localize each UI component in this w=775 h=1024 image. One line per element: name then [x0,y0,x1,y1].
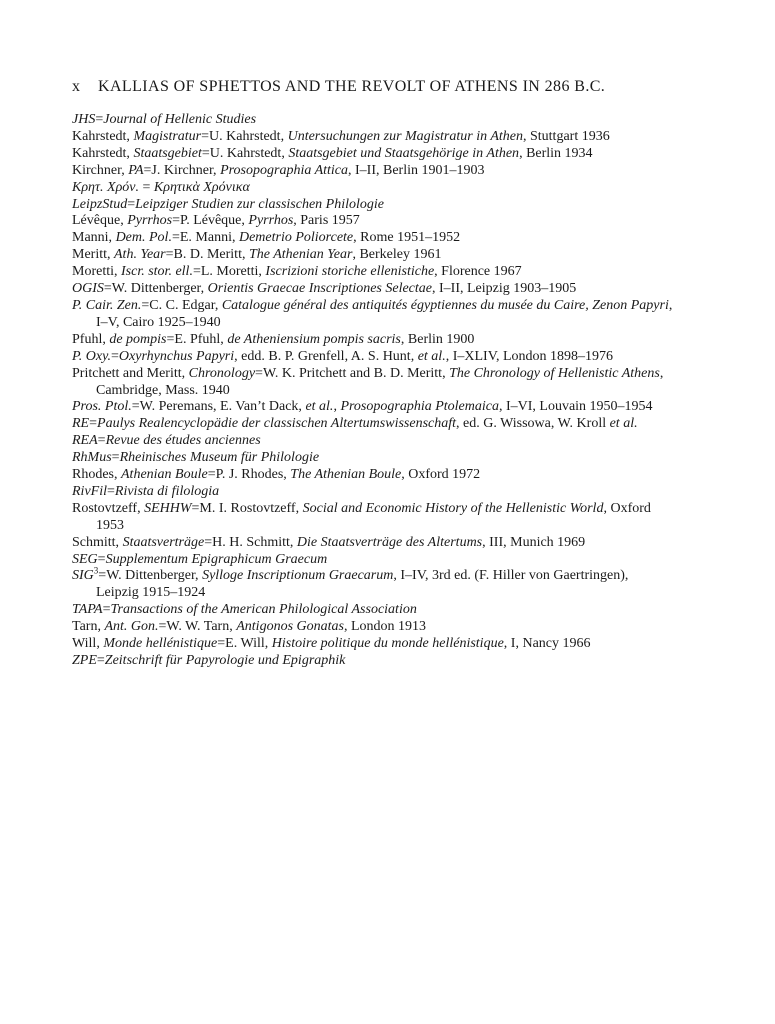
entry-publication: , I–IV, 3rd ed. (F. Hiller von Gaertringen), Leipzig 1915–1924 [96,568,629,601]
abbreviation-entry-rea: REA=Revue des études anciennes [72,433,261,449]
entry-publication: , [333,399,341,415]
entry-abbreviation: de pompis [109,331,167,347]
entry-title: Staatsgebiet und Staatsgehörige in Athen [288,145,520,161]
entry-title: Social and Economic History of the Hellenistic World [302,500,604,516]
entry-author-short: Manni, [72,230,116,246]
entry-author: M. I. Rostovtzeff, [199,500,303,516]
entry-publication: , London 1913 [343,619,427,635]
entry-abbreviation: Magistratur [133,128,202,144]
abbreviations-list [72,112,708,670]
entry-publication: , I, Nancy 1966 [503,636,591,652]
entry-author: H. H. Schmitt, [212,534,297,550]
entry-publication: , Oxford 1972 [401,467,481,483]
entry-publication: , I–II, Leipzig 1903–1905 [432,281,577,297]
entry-title: Rheinisches Museum für Philologie [119,450,320,466]
entry-publication: , Oxford 1953 [96,500,651,533]
entry-publication-italic: Prosopographia Ptolemaica [340,399,499,415]
entry-title: Supplementum Epigraphicum Graecum [105,551,328,567]
entry-author: W. W. Tarn, [166,619,237,635]
abbreviation-entry-manni-dem-pol: Manni, Dem. Pol.=E. Manni, Demetrio Poliorcete, Rome 1951–1952 [72,230,461,246]
entry-abbreviation: RivFil [72,483,107,499]
abbreviation-entry-rivfil: RivFil=Rivista di filologia [72,483,220,499]
entry-author: P. J. Rhodes, [215,467,291,483]
entry-publication: , Paris 1957 [293,213,360,229]
entry-author: C. C. Edgar, [149,297,222,313]
entry-title: Sylloge Inscriptionum Graecarum [202,568,394,584]
entry-title: Zeitschrift für Papyrologie und Epigraphik [104,653,346,668]
entry-publication: , Florence 1967 [434,264,522,280]
abbreviation-entry-p-oxy: P. Oxy.=Oxyrhynchus Papyri, edd. B. P. Grenfell, A. S. Hunt, et al., I–XLIV, London 1898–1976 [72,348,614,364]
entry-title: Untersuchungen zur Magistratur in Athen [287,128,523,144]
entry-abbreviation: Ant. Gon. [104,619,159,635]
entry-abbreviation: SEG [72,551,98,567]
entry-abbreviation: SIG [72,568,94,584]
abbreviation-entry-kret-chron: Κρητ. Χρόν. = Κρητικὰ Χρόνικα [72,179,250,195]
entry-abbreviation: ZPE [72,653,97,668]
abbreviation-entry-seg: SEG=Supplementum Epigraphicum Graecum [72,551,328,567]
entry-author-short: Kahrstedt, [72,128,134,144]
entry-author: W. K. Pritchett and B. D. Meritt, [262,365,450,381]
entry-publication: , Rome 1951–1952 [353,230,461,246]
entry-title: Oxyrhynchus Papyri [118,348,235,364]
entry-title: et al. [305,399,334,415]
entry-abbreviation: LeipzStud [72,196,128,212]
entry-title: de Atheniensium pompis sacris [227,331,401,347]
abbreviation-entry-leipzstud: LeipzStud=Leipziger Studien zur classischen Philologie [72,196,385,212]
entry-publication: , edd. B. P. Grenfell, A. S. Hunt, [234,348,418,364]
entry-abbreviation: P. Cair. Zen. [72,297,142,313]
entry-publication: , Stuttgart 1936 [522,128,610,144]
entry-abbreviation: SEHHW [144,500,192,516]
entry-author-short: Meritt, [72,247,114,263]
entry-author-short: Rostovtzeff, [72,500,145,516]
entry-title: Iscrizioni storiche ellenistiche [265,264,435,280]
entry-title: The Chronology of Hellenistic Athens [449,365,660,381]
entry-abbreviation: PA [128,162,144,178]
abbreviation-entry-kahrstedt-staatsgebiet: Kahrstedt, Staatsgebiet=U. Kahrstedt, Staatsgebiet und Staatsgehörige in Athen, Berlin 1934 [72,145,593,161]
abbreviation-entry-schmitt-staatsvertraege: Schmitt, Staatsverträge=H. H. Schmitt, Die Staatsverträge des Altertums, III, Munich 1969 [72,534,586,550]
entry-author: P. Lévêque, [179,213,249,229]
abbreviation-entry-p-cair-zen: P. Cair. Zen.=C. C. Edgar, Catalogue général des antiquités égyptiennes du musée du Caire, Zenon Papyri, I–V, Cairo 1925–1940 [72,297,673,330]
entry-title: Journal of Hellenic Studies [103,112,257,127]
entry-title: Rivista di filologia [114,483,220,499]
entry-author-short: Tarn, [72,619,105,635]
entry-author-short: Lévêque, [72,213,128,229]
entry-publication: , I–V, Cairo 1925–1940 [96,297,673,330]
entry-abbreviation: OGIS [72,281,104,297]
entry-abbreviation: RhMus [72,450,112,466]
abbreviation-entry-tapa: TAPA=Transactions of the American Philological Association [72,602,417,618]
abbreviation-entry-kahrstedt-magistratur: Kahrstedt, Magistratur=U. Kahrstedt, Untersuchungen zur Magistratur in Athen, Stuttgart 1936 [72,128,610,144]
entry-publication: , III, Munich 1969 [482,534,586,550]
entry-title: Histoire politique du monde hellénistique [271,636,504,652]
abbreviation-entry-sig3: $SIG^3=W$. Dittenberger, Sylloge Inscriptionum Graecarum, I–IV, 3rd ed. (F. Hiller von Gaertringen), Leipzig 1915–1924 [72,565,629,601]
entry-abbreviation: Staatsgebiet [133,145,202,161]
entry-publication-rest: , I–XLIV, London 1898–1976 [445,348,614,364]
entry-title: Paulys Realencyclopädie der classischen Altertumswissenschaft [97,416,457,432]
entry-title: Demetrio Poliorcete [238,230,354,246]
abbreviation-entry-rhodes-boule: Rhodes, Athenian Boule=P. J. Rhodes, The Athenian Boule, Oxford 1972 [72,467,481,483]
entry-author: U. Kahrstedt, [209,128,288,144]
entry-abbreviation: Ath. Year [114,247,166,263]
entry-author-short: Pritchett and Meritt, [72,365,189,381]
abbreviation-entry-leveque-pyrrhos: Lévêque, Pyrrhos=P. Lévêque, Pyrrhos, Paris 1957 [72,213,360,229]
entry-abbreviation: Chronology [188,365,256,381]
entry-author: J. Kirchner, [151,162,221,178]
entry-abbreviation: Κρητ. Χρόν. [72,179,143,195]
abbreviation-entry-jhs: JHS=Journal of Hellenic Studies [72,112,257,127]
entry-abbreviation: Dem. Pol. [115,230,172,246]
entry-publication: , Berlin 1934 [519,145,593,161]
entry-title: Transactions of the American Philological Association [110,602,417,618]
entry-author-short: Will, [72,636,104,652]
entry-abbreviation: JHS [72,112,96,127]
entry-abbreviation: Pros. Ptol. [72,399,132,415]
entry-publication-italic: et al. [417,348,446,364]
running-title: KALLIAS OF SPHETTOS AND THE REVOLT OF ATHENS IN 286 B.C. [98,78,606,95]
entry-author-short: Kahrstedt, [72,145,134,161]
abbreviation-entry-zpe: ZPE=Zeitschrift für Papyrologie und Epigraphik [72,653,346,668]
abbreviation-entry-rhmus: RhMus=Rheinisches Museum für Philologie [72,450,320,466]
entry-abbreviation: P. Oxy. [72,348,112,364]
abbreviation-entry-pros-ptol: Pros. Ptol.=W. Peremans, E. Van’t Dack, et al., Prosopographia Ptolemaica, I–VI, Louvain 1950–1954 [72,399,653,415]
entry-publication: , Cambridge, Mass. 1940 [96,365,664,398]
entry-abbreviation: Monde hellénistique [103,636,218,652]
abbreviation-entry-pritchett-meritt: Pritchett and Meritt, Chronology=W. K. Pritchett and B. D. Meritt, The Chronology of Hellenistic Athens, Cambridge, Mass. 1940 [72,365,664,398]
entry-abbreviation: Staatsverträge [122,534,205,550]
entry-publication: , Berkeley 1961 [352,247,442,263]
entry-author-short: Kirchner, [72,162,129,178]
entry-author-short: Moretti, [72,264,121,280]
entry-title: Die Staatsverträge des Altertums [296,534,483,550]
entry-publication-italic: et al. [609,416,638,432]
abbreviation-entry-meritt-ath-year: Meritt, Ath. Year=B. D. Meritt, The Athenian Year, Berkeley 1961 [72,247,442,263]
entry-title: The Athenian Boule [290,467,402,483]
entry-abbreviation: Athenian Boule [121,467,208,483]
abbreviation-entry-tarn-ant-gon: Tarn, Ant. Gon.=W. W. Tarn, Antigonos Gonatas, London 1913 [72,619,427,635]
entry-abbreviation: TAPA [72,602,103,618]
entry-title: Catalogue général des antiquités égyptiennes du musée du Caire, Zenon Papyri [221,297,669,313]
entry-abbreviation-superscript: 3 [93,565,99,576]
abbreviation-entry-will-monde: Will, Monde hellénistique=E. Will, Histoire politique du monde hellénistique, I, Nancy 1966 [72,636,591,652]
entry-author-short: Pfuhl, [72,331,110,347]
entry-title: Pyrrhos [248,213,294,229]
abbreviation-entry-rostovtzeff-sehhw: Rostovtzeff, SEHHW=M. I. Rostovtzeff, Social and Economic History of the Hellenistic World, Oxford 1953 [72,500,651,533]
abbreviation-entry-kirchner-pa: Kirchner, PA=J. Kirchner, Prosopographia Attica, I–II, Berlin 1901–1903 [72,162,485,178]
entry-title: Κρητικὰ Χρόνικα [150,179,250,195]
entry-author: W. Dittenberger, [106,568,203,584]
entry-title: Prosopographia Attica [220,162,349,178]
page-number: x [72,78,81,95]
abbreviation-entry-re: RE=Paulys Realencyclopädie der classischen Altertumswissenschaft, ed. G. Wissowa, W. Kroll et al. [72,416,638,432]
entry-abbreviation: REA [72,433,98,449]
entry-abbreviation: RE [72,416,90,432]
entry-author: L. Moretti, [200,264,266,280]
entry-author: E. Manni, [179,230,239,246]
entry-publication-rest: , I–VI, Louvain 1950–1954 [498,399,653,415]
entry-author: W. Peremans, E. Van’t Dack, [139,399,306,415]
entry-author: E. Pfuhl, [174,331,228,347]
abbreviation-entry-pfuhl-de-pompis: Pfuhl, de pompis=E. Pfuhl, de Atheniensium pompis sacris, Berlin 1900 [72,331,475,347]
entry-author-short: Schmitt, [72,534,123,550]
entry-title: Revue des études anciennes [105,433,261,449]
abbreviation-entry-moretti-iscr: Moretti, Iscr. stor. ell.=L. Moretti, Iscrizioni storiche ellenistiche, Florence 1967 [72,264,522,280]
entry-author: U. Kahrstedt, [209,145,289,161]
entry-title: Antigonos Gonatas [236,619,344,635]
entry-author-short: Rhodes, [72,467,121,483]
entry-author: W. Dittenberger, [111,281,208,297]
running-header [72,78,652,96]
entry-title: Leipziger Studien zur classischen Philologie [135,196,385,212]
entry-author: B. D. Meritt, [173,247,249,263]
entry-abbreviation: Iscr. stor. ell. [121,264,193,280]
entry-publication: , Berlin 1900 [400,331,475,347]
entry-publication: , ed. G. Wissowa, W. Kroll [456,416,610,432]
entry-publication: , I–II, Berlin 1901–1903 [348,162,485,178]
entry-title: The Athenian Year [248,247,353,263]
entry-author: E. Will, [225,636,272,652]
entry-title: Orientis Graecae Inscriptiones Selectae [207,281,432,297]
entry-abbreviation: Pyrrhos [127,213,173,229]
abbreviation-entry-ogis: OGIS=W. Dittenberger, Orientis Graecae Inscriptiones Selectae, I–II, Leipzig 1903–1905 [72,281,577,297]
